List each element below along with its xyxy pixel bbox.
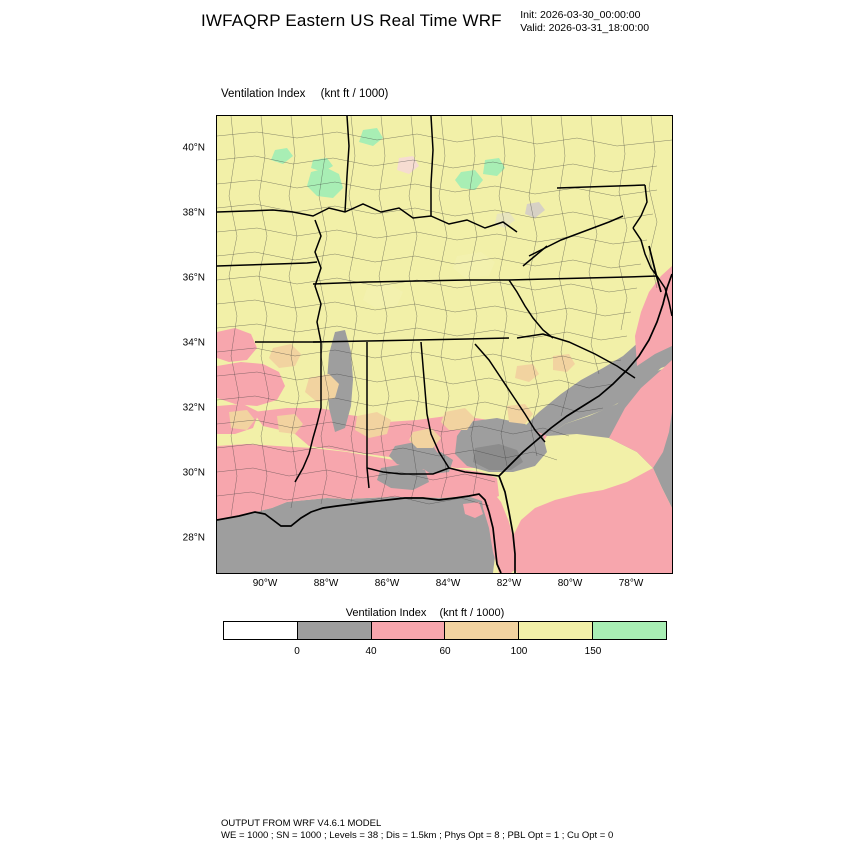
x-tick-label: 82°W xyxy=(496,578,522,589)
footer-line-2: WE = 1000 ; SN = 1000 ; Levels = 38 ; Dis = 1.5km ; Phys Opt = 8 ; PBL Opt = 1 ; Cu Opt = 0 xyxy=(221,830,614,841)
y-tick-label: 28°N xyxy=(182,532,205,544)
y-axis-labels xyxy=(165,115,211,574)
colorbar-tick-labels xyxy=(223,646,667,662)
figure-header xyxy=(0,8,850,34)
colorbar-tick-label: 40 xyxy=(365,646,377,657)
init-time: Init: 2026-03-30_00:00:00 xyxy=(520,9,641,21)
colorbar-title-text: Ventilation Index xyxy=(345,607,427,619)
ventilation-index-map xyxy=(217,116,672,573)
colorbar-segment xyxy=(298,622,372,639)
valid-time: Valid: 2026-03-31_18:00:00 xyxy=(520,22,650,34)
footer-line-1: OUTPUT FROM WRF V4.6.1 MODEL xyxy=(221,818,382,829)
map-plot-area[interactable] xyxy=(216,115,673,574)
run-metadata xyxy=(520,9,649,35)
x-tick-label: 78°W xyxy=(618,578,644,589)
x-axis-labels xyxy=(216,578,673,598)
x-tick-label: 86°W xyxy=(374,578,400,589)
colorbar-segment xyxy=(224,622,298,639)
colorbar-segment xyxy=(372,622,446,639)
colorbar-tick-label: 100 xyxy=(510,646,528,657)
y-tick-label: 40°N xyxy=(182,142,205,153)
x-tick-label: 90°W xyxy=(252,578,278,589)
plot-title-units: (knt ft / 1000) xyxy=(320,88,389,100)
x-tick-label: 80°W xyxy=(557,578,583,589)
colorbar[interactable] xyxy=(223,621,667,640)
y-tick-label: 36°N xyxy=(182,272,205,284)
y-tick-label: 32°N xyxy=(182,402,205,414)
colorbar-title-units: (knt ft / 1000) xyxy=(439,607,505,619)
y-tick-label: 30°N xyxy=(182,467,205,479)
colorbar-tick-label: 150 xyxy=(584,646,602,657)
y-tick-label: 34°N xyxy=(182,337,205,349)
colorbar-segment xyxy=(519,622,593,639)
plot-title xyxy=(221,88,388,100)
x-tick-label: 88°W xyxy=(313,578,339,589)
x-tick-label: 84°W xyxy=(435,578,461,589)
figure-title: IWFAQRP Eastern US Real Time WRF xyxy=(200,11,502,30)
plot-title-text: Ventilation Index xyxy=(221,88,306,100)
colorbar-tick-label: 0 xyxy=(294,646,300,657)
model-output-footer xyxy=(221,818,613,842)
colorbar-title xyxy=(0,607,850,619)
colorbar-segment xyxy=(445,622,519,639)
colorbar-tick-label: 60 xyxy=(439,646,451,657)
colorbar-segment xyxy=(593,622,666,639)
figure-header-inner xyxy=(201,8,649,34)
y-tick-label: 38°N xyxy=(182,207,205,219)
